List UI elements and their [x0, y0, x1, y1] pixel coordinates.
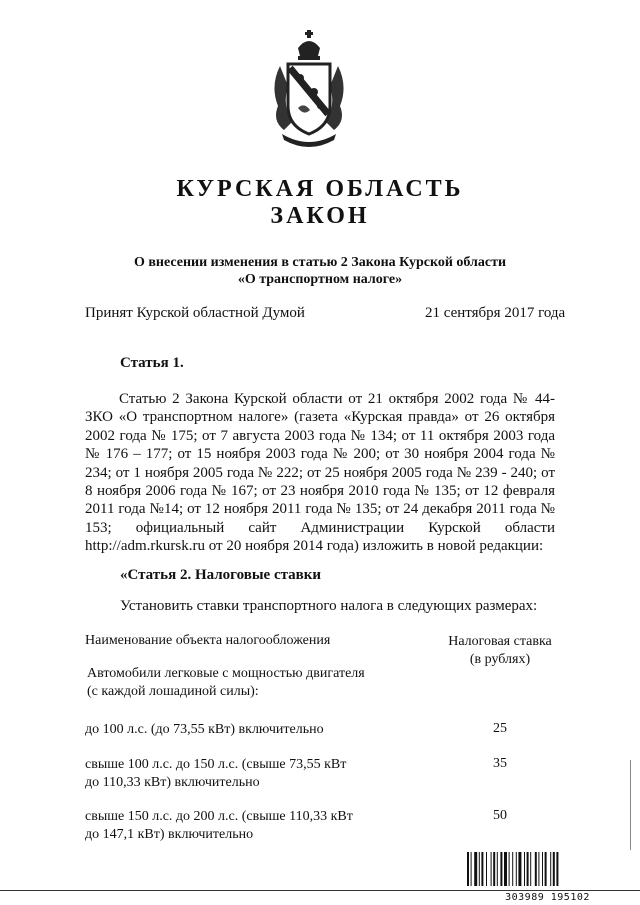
barcode-bar — [493, 852, 495, 886]
document-type-title: ЗАКОН — [270, 203, 370, 229]
adopted-by: Принят Курской областной Думой — [85, 305, 305, 321]
barcode-bar — [512, 852, 513, 886]
barcode-bar — [538, 852, 539, 886]
article-1-text: Статью 2 Закона Курской области от 21 октября 2002 года № 44-ЗКО «О транспортном налоге» (газета «Курская правда» от 26 октября 2002 года № 175; от 7 августа 2003 года № 134; от 11 октября 2003 года № 176 – 177; от 15 ноября 2003 года № 200; от 30 ноября 2004 года № 234; от 1 ноября 2005 года № 222; от 25 ноября 2005 года № 239 - 240; от 8 ноября 2006 года № 167; от 23 ноября 2010 года № 135; от 12 февраля 2011 года №14; от 12 ноября 2011 года № 135; от 24 декабря 2011 года № 153; официальный сайт Администрации Курской области http://adm.rkursk.ru от 20 ноября 2014 года) изложить в новой редакции: — [85, 391, 555, 555]
column-header-rate-line-1: Налоговая ставка — [448, 634, 552, 649]
barcode-bar — [553, 852, 555, 886]
law-subject — [100, 254, 540, 288]
rate-row-label-line-1: свыше 150 л.с. до 200 л.с. (свыше 110,33 кВт — [85, 809, 353, 824]
rate-row-label-line-1: до 100 л.с. (до 73,55 кВт) включительно — [85, 722, 324, 737]
rate-row-value: 50 — [493, 808, 507, 823]
barcode-bar — [545, 852, 547, 886]
rate-row-value: 35 — [493, 756, 507, 771]
barcode-bar — [481, 852, 483, 886]
bottom-rule — [0, 890, 640, 891]
column-header-rate-line-2: (в рублях) — [469, 652, 531, 667]
barcode-bar — [491, 852, 492, 886]
barcode-bar — [516, 852, 517, 886]
article-2-intro: Установить ставки транспортного налога в следующих размерах: — [120, 598, 538, 614]
rate-row-value: 25 — [493, 721, 507, 736]
barcode-bar — [497, 852, 498, 886]
rate-row-label — [85, 808, 385, 844]
barcode-bar — [504, 852, 507, 886]
rate-row-label-line-2: до 110,33 кВт) включительно — [85, 775, 260, 790]
barcode-bar — [467, 852, 469, 886]
vehicle-category-line-1: Автомобили легковые с мощностью двигателя — [87, 666, 365, 681]
vehicle-category — [87, 665, 387, 701]
barcode-bar — [550, 852, 551, 886]
barcode-bar — [527, 852, 529, 886]
rate-row-label-line-1: свыше 100 л.с. до 150 л.с. (свыше 73,55 кВт — [85, 757, 347, 772]
subject-line-2: «О транспортном налоге» — [237, 272, 403, 287]
barcode-number: 303989 195102 — [505, 892, 590, 903]
barcode — [465, 852, 630, 903]
barcode-bar — [542, 852, 543, 886]
column-header-object: Наименование объекта налогообложения — [85, 633, 331, 648]
barcode-bar — [479, 852, 480, 886]
rate-row-label-line-2: до 147,1 кВт) включительно — [85, 827, 254, 842]
barcode-bar — [474, 852, 477, 886]
column-header-rate — [440, 633, 560, 669]
vehicle-category-line-2: (с каждой лошадиной силы): — [87, 684, 259, 699]
barcode-bar — [518, 852, 521, 886]
kursk-coat-of-arms-icon — [268, 26, 350, 152]
article-1-heading: Статья 1. — [120, 355, 184, 371]
barcode-bar — [509, 852, 510, 886]
region-title: КУРСКАЯ ОБЛАСТЬ — [176, 176, 464, 202]
barcode-bar — [535, 852, 537, 886]
rate-row-label — [85, 756, 385, 792]
rate-row-label — [85, 721, 385, 739]
article-2-heading: «Статья 2. Налоговые ставки — [120, 567, 322, 583]
scan-edge-mark — [630, 760, 631, 850]
barcode-bar — [556, 852, 558, 886]
adoption-date: 21 сентября 2017 года — [425, 305, 566, 321]
subject-line-1: О внесении изменения в статью 2 Закона Курской области — [133, 255, 507, 270]
barcode-bars — [465, 852, 630, 886]
barcode-bar — [471, 852, 472, 886]
barcode-bar — [486, 852, 487, 886]
barcode-bar — [530, 852, 531, 886]
barcode-bar — [524, 852, 525, 886]
barcode-bar — [500, 852, 502, 886]
